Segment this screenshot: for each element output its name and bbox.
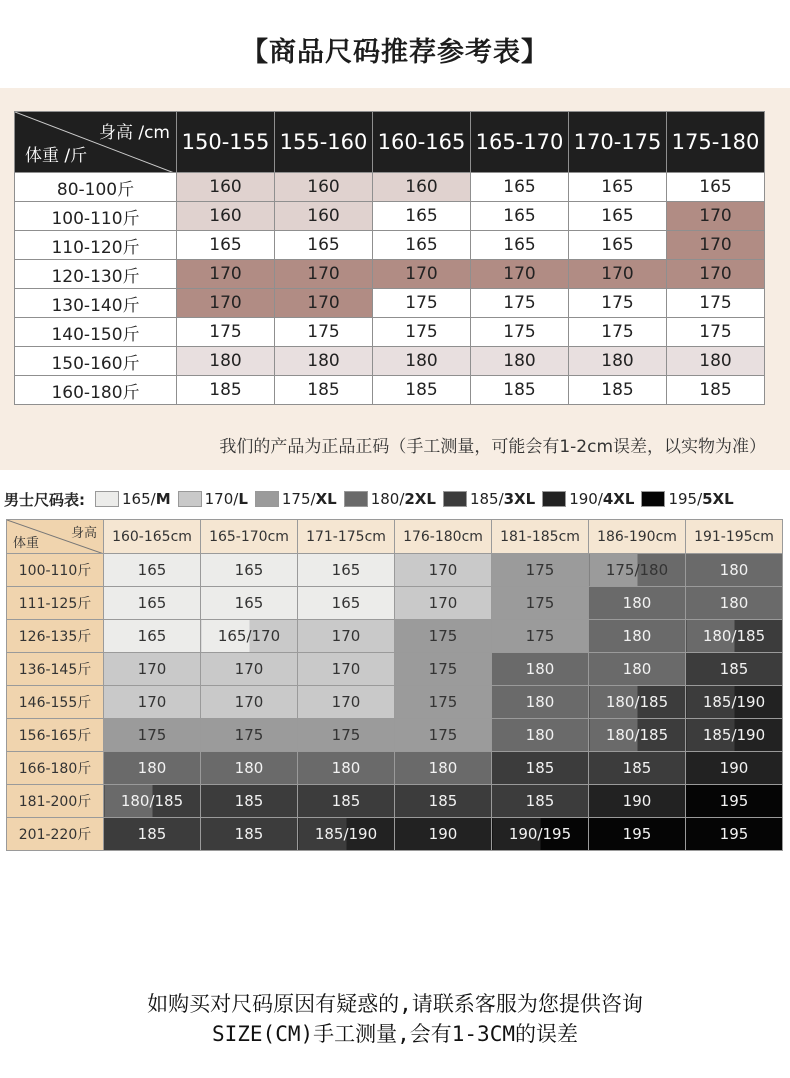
table2-corner-cell (7, 520, 104, 554)
size-cell: 185 (373, 376, 471, 405)
height-column-header: 175-180 (667, 112, 765, 173)
size-cell: 175 (104, 719, 201, 752)
size-cell: 190 (589, 785, 686, 818)
size-cell: 175 (667, 289, 765, 318)
size-cell: 165/170 (201, 620, 298, 653)
footer-measure-note: SIZE(CM)手工测量,会有1-3CM的误差 (211, 1022, 578, 1046)
size-cell: 180 (471, 347, 569, 376)
size-cell: 185 (201, 818, 298, 851)
size-cell: 180 (589, 587, 686, 620)
height-column-header: 181-185cm (492, 520, 589, 554)
table-row (15, 289, 765, 318)
weight-row-label: 136-145斤 (7, 653, 104, 686)
footer-contact-note: 如购买对尺码原因有疑惑的,请联系客服为您提供咨询 (147, 992, 643, 1016)
legend-size: XL (315, 490, 337, 508)
size-cell: 190/195 (492, 818, 589, 851)
size-cell: 185 (569, 376, 667, 405)
size-cell: 180 (686, 587, 783, 620)
size-cell: 185 (104, 818, 201, 851)
weight-header-label: 体重 /斤 (25, 146, 88, 166)
size-cell: 170 (104, 686, 201, 719)
height-column-header: 160-165 (373, 112, 471, 173)
legend-height: 190/ (569, 490, 603, 508)
weight-row-label: 201-220斤 (7, 818, 104, 851)
size-cell: 175 (373, 318, 471, 347)
size-cell: 180/185 (104, 785, 201, 818)
size-cell: 185/190 (298, 818, 395, 851)
table1-corner-cell (15, 112, 177, 173)
size-cell: 185/190 (686, 719, 783, 752)
legend-height: 185/ (469, 490, 504, 508)
size-cell: 165 (104, 554, 201, 587)
weight-row-label: 110-120斤 (15, 231, 177, 260)
size-cell: 180 (177, 347, 275, 376)
size-cell: 165 (471, 231, 569, 260)
legend-height: 195/ (668, 490, 703, 508)
legend-swatch (255, 491, 279, 507)
size-cell: 165 (275, 231, 373, 260)
size-cell: 170 (298, 620, 395, 653)
size-cell: 185 (686, 653, 783, 686)
legend-item (542, 490, 634, 508)
size-cell: 160 (275, 173, 373, 202)
size-cell: 170 (298, 653, 395, 686)
size-cell: 175 (471, 289, 569, 318)
height-header-label: 身高 /cm (98, 123, 170, 143)
legend-swatch (542, 491, 566, 507)
height-column-header: 176-180cm (395, 520, 492, 554)
size-cell: 175 (298, 719, 395, 752)
size-cell: 175 (492, 620, 589, 653)
height-column-header: 171-175cm (298, 520, 395, 554)
size-cell: 195 (686, 818, 783, 851)
size-table-1 (14, 111, 765, 405)
size-cell: 170 (201, 653, 298, 686)
size-cell: 165 (471, 202, 569, 231)
table-row (15, 260, 765, 289)
height-column-header: 186-190cm (589, 520, 686, 554)
size-cell: 160 (275, 202, 373, 231)
size-cell: 180 (589, 653, 686, 686)
table-row (15, 202, 765, 231)
size-cell: 170 (104, 653, 201, 686)
size-cell: 165 (569, 173, 667, 202)
size-cell: 170 (298, 686, 395, 719)
weight-row-label: 146-155斤 (7, 686, 104, 719)
legend-item (255, 490, 337, 508)
table-row (7, 620, 783, 653)
size-cell: 175 (492, 587, 589, 620)
size-cell: 175 (667, 318, 765, 347)
size-cell: 175 (395, 686, 492, 719)
legend-height: 170/ (204, 490, 239, 508)
size-cell: 170 (373, 260, 471, 289)
size-cell: 180/185 (589, 686, 686, 719)
size-cell: 185 (492, 785, 589, 818)
size-cell: 170 (569, 260, 667, 289)
size-cell: 170 (201, 686, 298, 719)
weight-row-label: 126-135斤 (7, 620, 104, 653)
size-cell: 165 (298, 554, 395, 587)
table-row (15, 173, 765, 202)
legend-height: 165/ (122, 490, 156, 508)
size-cell: 175 (201, 719, 298, 752)
weight-row-label: 100-110斤 (15, 202, 177, 231)
legend-item (443, 490, 535, 508)
table-row (7, 554, 783, 587)
size-cell: 180/185 (686, 620, 783, 653)
legend-size: 3XL (503, 490, 536, 508)
height-column-header: 170-175 (569, 112, 667, 173)
page-title: 【商品尺码推荐参考表】 (241, 37, 549, 68)
size-cell: 195 (686, 785, 783, 818)
size-cell: 180 (686, 554, 783, 587)
weight-row-label: 160-180斤 (15, 376, 177, 405)
legend-height: 180/ (370, 490, 405, 508)
size-cell: 180 (201, 752, 298, 785)
table-row (7, 818, 783, 851)
size-cell: 175 (492, 554, 589, 587)
size-cell: 180 (104, 752, 201, 785)
size-cell: 175 (395, 653, 492, 686)
size-cell: 165 (104, 620, 201, 653)
size-cell: 190 (395, 818, 492, 851)
size-cell: 165 (201, 587, 298, 620)
size-cell: 180/185 (589, 719, 686, 752)
table-row (7, 653, 783, 686)
size-cell: 185 (395, 785, 492, 818)
size-cell: 175/180 (589, 554, 686, 587)
size-cell: 175 (373, 289, 471, 318)
size-cell: 180 (298, 752, 395, 785)
size-cell: 165 (177, 231, 275, 260)
size-cell: 195 (589, 818, 686, 851)
size-cell: 165 (569, 202, 667, 231)
size-cell: 180 (492, 719, 589, 752)
weight-row-label: 166-180斤 (7, 752, 104, 785)
size-cell: 175 (395, 719, 492, 752)
size-cell: 175 (471, 318, 569, 347)
weight-row-label: 100-110斤 (7, 554, 104, 587)
size-cell: 170 (667, 202, 765, 231)
weight-row-label: 130-140斤 (15, 289, 177, 318)
size-cell: 185 (177, 376, 275, 405)
size-cell: 165 (104, 587, 201, 620)
size-cell: 165 (201, 554, 298, 587)
size-cell: 175 (569, 289, 667, 318)
weight-row-label: 80-100斤 (15, 173, 177, 202)
size-cell: 175 (395, 620, 492, 653)
size-cell: 170 (275, 260, 373, 289)
table-row (15, 376, 765, 405)
size-cell: 175 (569, 318, 667, 347)
table1-note: 我们的产品为正品正码（手工测量，可能会有1-2cm误差，以实物为准） (219, 437, 766, 457)
size-cell: 170 (177, 289, 275, 318)
table-row (7, 587, 783, 620)
size-cell: 180 (492, 653, 589, 686)
size-cell: 170 (667, 231, 765, 260)
size-cell: 185 (201, 785, 298, 818)
size-cell: 170 (395, 587, 492, 620)
weight-row-label: 140-150斤 (15, 318, 177, 347)
size-cell: 170 (177, 260, 275, 289)
height-header-label: 身高 (70, 526, 97, 541)
legend-height: 175/ (281, 490, 316, 508)
size-cell: 170 (471, 260, 569, 289)
table-row (7, 719, 783, 752)
size-cell: 185 (471, 376, 569, 405)
height-column-header: 160-165cm (104, 520, 201, 554)
table-row (15, 318, 765, 347)
weight-row-label: 156-165斤 (7, 719, 104, 752)
legend-title: 男士尺码表: (4, 490, 85, 509)
size-cell: 180 (373, 347, 471, 376)
legend-swatch (443, 491, 467, 507)
table-row (7, 752, 783, 785)
height-column-header: 155-160 (275, 112, 373, 173)
size-cell: 180 (492, 686, 589, 719)
legend-item (178, 490, 248, 508)
size-cell: 175 (177, 318, 275, 347)
legend-swatch (178, 491, 202, 507)
legend-item (344, 490, 436, 508)
size-cell: 160 (177, 173, 275, 202)
legend-item (641, 490, 733, 508)
size-cell: 185 (589, 752, 686, 785)
weight-header-label: 体重 (13, 536, 40, 551)
weight-row-label: 120-130斤 (15, 260, 177, 289)
height-column-header: 191-195cm (686, 520, 783, 554)
size-legend (4, 487, 741, 511)
size-cell: 165 (667, 173, 765, 202)
weight-row-label: 111-125斤 (7, 587, 104, 620)
size-cell: 185 (667, 376, 765, 405)
table-row (7, 686, 783, 719)
legend-swatch (344, 491, 368, 507)
legend-item (95, 490, 171, 508)
size-cell: 185 (298, 785, 395, 818)
legend-swatch (641, 491, 665, 507)
size-cell: 180 (589, 620, 686, 653)
size-cell: 165 (569, 231, 667, 260)
legend-swatch (95, 491, 119, 507)
size-cell: 170 (667, 260, 765, 289)
size-cell: 165 (298, 587, 395, 620)
size-cell: 180 (569, 347, 667, 376)
legend-size: 4XL (602, 490, 635, 508)
height-column-header: 165-170 (471, 112, 569, 173)
size-cell: 170 (395, 554, 492, 587)
legend-size: 5XL (702, 490, 734, 508)
legend-size: L (238, 490, 248, 508)
size-cell: 165 (471, 173, 569, 202)
weight-row-label: 150-160斤 (15, 347, 177, 376)
table-row (7, 785, 783, 818)
height-column-header: 150-155 (177, 112, 275, 173)
size-cell: 170 (275, 289, 373, 318)
size-cell: 190 (686, 752, 783, 785)
size-cell: 165 (373, 231, 471, 260)
size-cell: 180 (395, 752, 492, 785)
legend-size: 2XL (404, 490, 436, 508)
table-row (15, 231, 765, 260)
legend-size: M (155, 490, 171, 508)
size-cell: 160 (177, 202, 275, 231)
weight-row-label: 181-200斤 (7, 785, 104, 818)
size-cell: 185 (275, 376, 373, 405)
height-column-header: 165-170cm (201, 520, 298, 554)
size-cell: 185/190 (686, 686, 783, 719)
size-table-2 (6, 519, 783, 851)
size-cell: 160 (373, 173, 471, 202)
table-row (15, 347, 765, 376)
size-cell: 180 (275, 347, 373, 376)
size-cell: 165 (373, 202, 471, 231)
size-cell: 180 (667, 347, 765, 376)
size-cell: 175 (275, 318, 373, 347)
size-cell: 185 (492, 752, 589, 785)
